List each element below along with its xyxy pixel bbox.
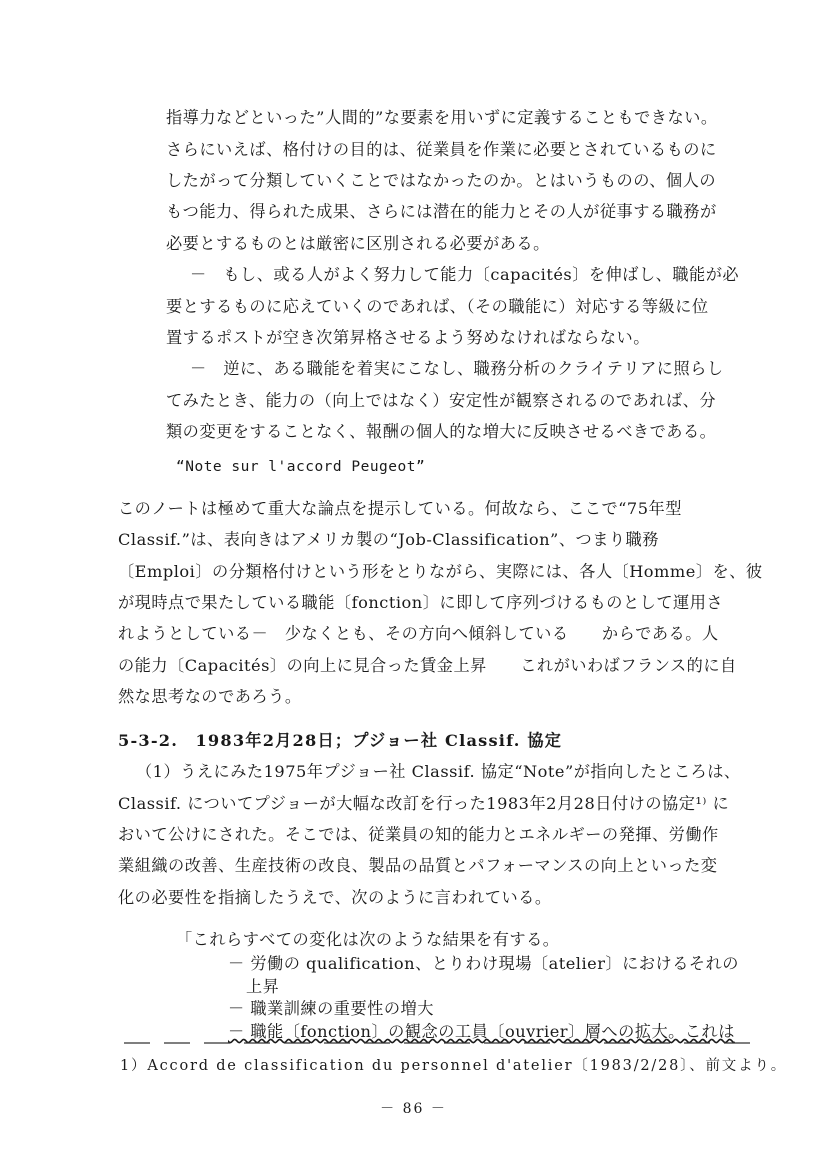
body-line: 然な思考なのであろう。 bbox=[118, 687, 302, 706]
body-line: おいて公けにされた。そこでは、従業員の知的能力とエネルギーの発揮、労働作 bbox=[118, 825, 719, 844]
list-item: － 職能〔fonction〕の観念の工員〔ouvrier〕層への拡大。これは bbox=[228, 1022, 735, 1041]
body-line: Classif. についてプジョーが大幅な改訂を行った1983年2月28日付けの協定¹⁾ に bbox=[118, 794, 730, 813]
body-line: が現時点で果たしている職能〔fonction〕に即して序列づけるものとして運用さ bbox=[118, 593, 724, 612]
quote-line: 指導力などといった”人間的”な要素を用いずに定義することもできない。 bbox=[166, 108, 718, 127]
body-line: このノートは極めて重大な論点を提示している。何故なら、ここで“75年型 bbox=[118, 499, 682, 518]
body-line: 化の必要性を指摘したうえで、次のように言われている。 bbox=[118, 888, 552, 907]
footnote-separator bbox=[124, 1036, 754, 1050]
page-number: － 86 － bbox=[380, 1101, 447, 1117]
body-line: 〔Emploi〕の分類格付けという形をとりながら、実際には、各人〔Homme〕を、彼 bbox=[118, 562, 763, 581]
list-item: － 労働の qualification、とりわけ現場〔atelier〕におけるそれの bbox=[228, 954, 739, 973]
quote-line: 類の変更をすることなく、報酬の個人的な増大に反映させるべきである。 bbox=[166, 422, 717, 441]
body-line: （1）うえにみた1975年プジョー社 Classif. 協定“Note”が指向したところは、 bbox=[136, 762, 741, 781]
quote-source: “Note sur l'accord Peugeot” bbox=[176, 459, 426, 475]
section-heading: 5-3-2. 1983年2月28日；プジョー社 Classif. 協定 bbox=[118, 731, 563, 750]
list-item: － 職業訓練の重要性の増大 bbox=[228, 999, 434, 1018]
list-item-continued: 上昇 bbox=[246, 977, 280, 996]
quote-line: 要とするものに応えていくのであれば、（その職能に）対応する等級に位 bbox=[166, 297, 709, 316]
footnote: 1）Accord de classification du personnel d'atelier〔1983/2/28〕、前文より。 bbox=[120, 1058, 788, 1074]
body-line: れようとしている－ 少なくとも、その方向へ傾斜している からである。人 bbox=[118, 624, 719, 643]
body-line: の能力〔Capacités〕の向上に見合った賃金上昇 これがいわばフランス的に自 bbox=[118, 656, 737, 675]
quote-line: さらにいえば、格付けの目的は、従業員を作業に必要とされているものに bbox=[166, 140, 717, 159]
body-line: 業組織の改善、生産技術の改良、製品の品質とパフォーマンスの向上といった変 bbox=[118, 856, 718, 875]
quote-line: － 逆に、ある職能を着実にこなし、職務分析のクライテリアに照らし bbox=[190, 359, 724, 378]
body-line: Classif.”は、表向きはアメリカ製の“Job-Classification”、つまり職務 bbox=[118, 530, 659, 549]
quote-line: したがって分類していくことではなかったのか。とはいうものの、個人の bbox=[166, 171, 717, 190]
quote-line: 必要とするものとは厳密に区別される必要がある。 bbox=[166, 234, 550, 253]
quote-line: てみたとき、能力の（向上ではなく）安定性が観察されるのであれば、分 bbox=[166, 391, 717, 410]
quote-line: もつ能力、得られた成果、さらには潜在的能力とその人が従事する職務が bbox=[166, 202, 717, 221]
quote-line: 置するポストが空き次第昇格させるよう努めなければならない。 bbox=[166, 328, 650, 347]
quote-line: － もし、或る人がよく努力して能力〔capacités〕を伸ばし、職能が必 bbox=[190, 265, 740, 284]
quote-intro: 「これらすべての変化は次のような結果を有する。 bbox=[176, 930, 560, 949]
